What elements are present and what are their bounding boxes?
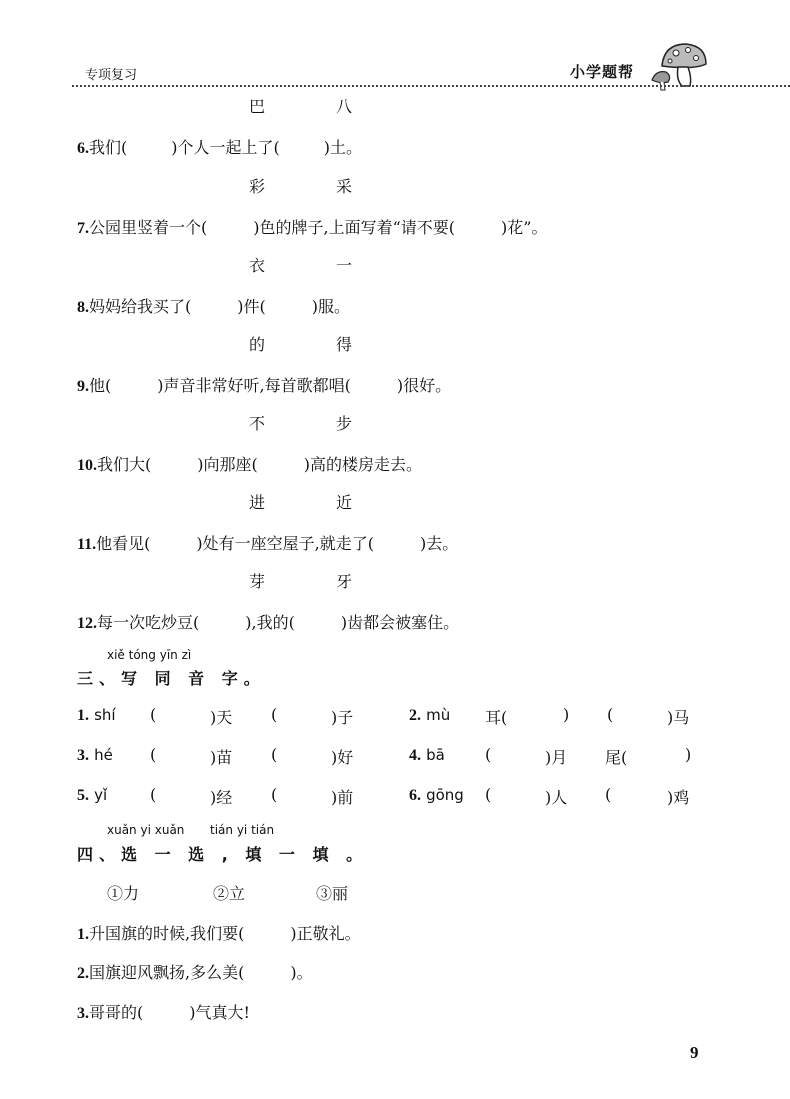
bracket-close: ) <box>563 705 570 724</box>
pair-char-b: 采 <box>336 177 353 196</box>
pair-char-b: 近 <box>336 493 353 512</box>
bracket-close: )前 <box>331 788 354 807</box>
pair-char-b: 得 <box>336 335 353 354</box>
pair-char-a: 不 <box>249 414 266 433</box>
pair-char-b: 八 <box>336 97 353 116</box>
bracket-open: ( <box>605 785 612 804</box>
section3-item: 2. mù <box>409 706 451 724</box>
pair-char-a: 的 <box>249 335 266 354</box>
pair-char-a: 彩 <box>249 177 266 196</box>
header-dotted-divider <box>72 85 790 87</box>
bracket-open: ( <box>271 745 278 764</box>
section3-title: 三、写 同 音 字。 <box>77 669 266 688</box>
section3-item: 1. shí <box>77 706 116 724</box>
bracket-open: ( <box>271 705 278 724</box>
option-2: ②立 <box>213 884 246 903</box>
pair-char-a: 进 <box>249 493 266 512</box>
question-11: 11.他看见( )处有一座空屋子,就走了( )去。 <box>77 534 459 553</box>
section4-item-2: 2.国旗迎风飘扬,多么美( )。 <box>77 963 313 982</box>
pair-char-a: 芽 <box>249 572 266 591</box>
bracket-close: )子 <box>331 708 354 727</box>
header-brand: 小学题帮 <box>570 63 635 81</box>
section3-item: 4. bā <box>409 746 445 764</box>
bracket-close: )人 <box>545 788 568 807</box>
section3-pinyin: xiě tóng yīn zì <box>107 648 192 662</box>
section4-item-1: 1.升国旗的时候,我们要( )正敬礼。 <box>77 924 361 943</box>
bracket-open: 尾( <box>605 748 628 767</box>
section4-pinyin-fill: tián yi tián <box>210 823 275 837</box>
bracket-close: )马 <box>667 708 690 727</box>
question-6: 6.我们( )个人一起上了( )土。 <box>77 138 362 157</box>
page-number: 9 <box>690 1043 699 1062</box>
bracket-open: ( <box>271 785 278 804</box>
pair-char-b: 一 <box>336 256 353 275</box>
bracket-open: ( <box>485 745 492 764</box>
question-8: 8.妈妈给我买了( )件( )服。 <box>77 297 350 316</box>
bracket-open: ( <box>150 745 157 764</box>
bracket-open: ( <box>485 785 492 804</box>
bracket-close: )经 <box>210 788 233 807</box>
pair-char-a: 巴 <box>249 97 266 116</box>
bracket-close: )月 <box>545 748 568 767</box>
pair-char-b: 步 <box>336 414 353 433</box>
bracket-close: )好 <box>331 748 354 767</box>
question-9: 9.他( )声音非常好听,每首歌都唱( )很好。 <box>77 376 452 395</box>
bracket-open: ( <box>607 705 614 724</box>
pair-char-a: 衣 <box>249 256 266 275</box>
section4-pinyin-choose: xuǎn yi xuǎn <box>107 823 185 837</box>
section3-item: 5. yǐ <box>77 786 108 804</box>
section3-item: 6. gōng <box>409 786 464 804</box>
bracket-open: 耳( <box>485 708 508 727</box>
question-10: 10.我们大( )向那座( )高的楼房走去。 <box>77 455 422 474</box>
pair-char-b: 牙 <box>336 572 353 591</box>
bracket-close: )鸡 <box>667 788 690 807</box>
bracket-close: )天 <box>210 708 233 727</box>
bracket-open: ( <box>150 785 157 804</box>
bracket-close: ) <box>685 745 692 764</box>
question-7: 7.公园里竖着一个( )色的牌子,上面写着“请不要( )花”。 <box>77 218 548 237</box>
bracket-close: )苗 <box>210 748 233 767</box>
option-3: ③丽 <box>316 884 349 903</box>
option-1: ①力 <box>107 884 140 903</box>
header-section-label: 专项复习 <box>85 68 138 83</box>
bracket-open: ( <box>150 705 157 724</box>
section4-item-3: 3.哥哥的( )气真大! <box>77 1003 250 1022</box>
section4-title: 四、选 一 选 , 填 一 填 。 <box>77 845 369 864</box>
question-12: 12.每一次吃炒豆( ),我的( )齿都会被塞住。 <box>77 613 460 632</box>
section3-item: 3. hé <box>77 746 113 764</box>
